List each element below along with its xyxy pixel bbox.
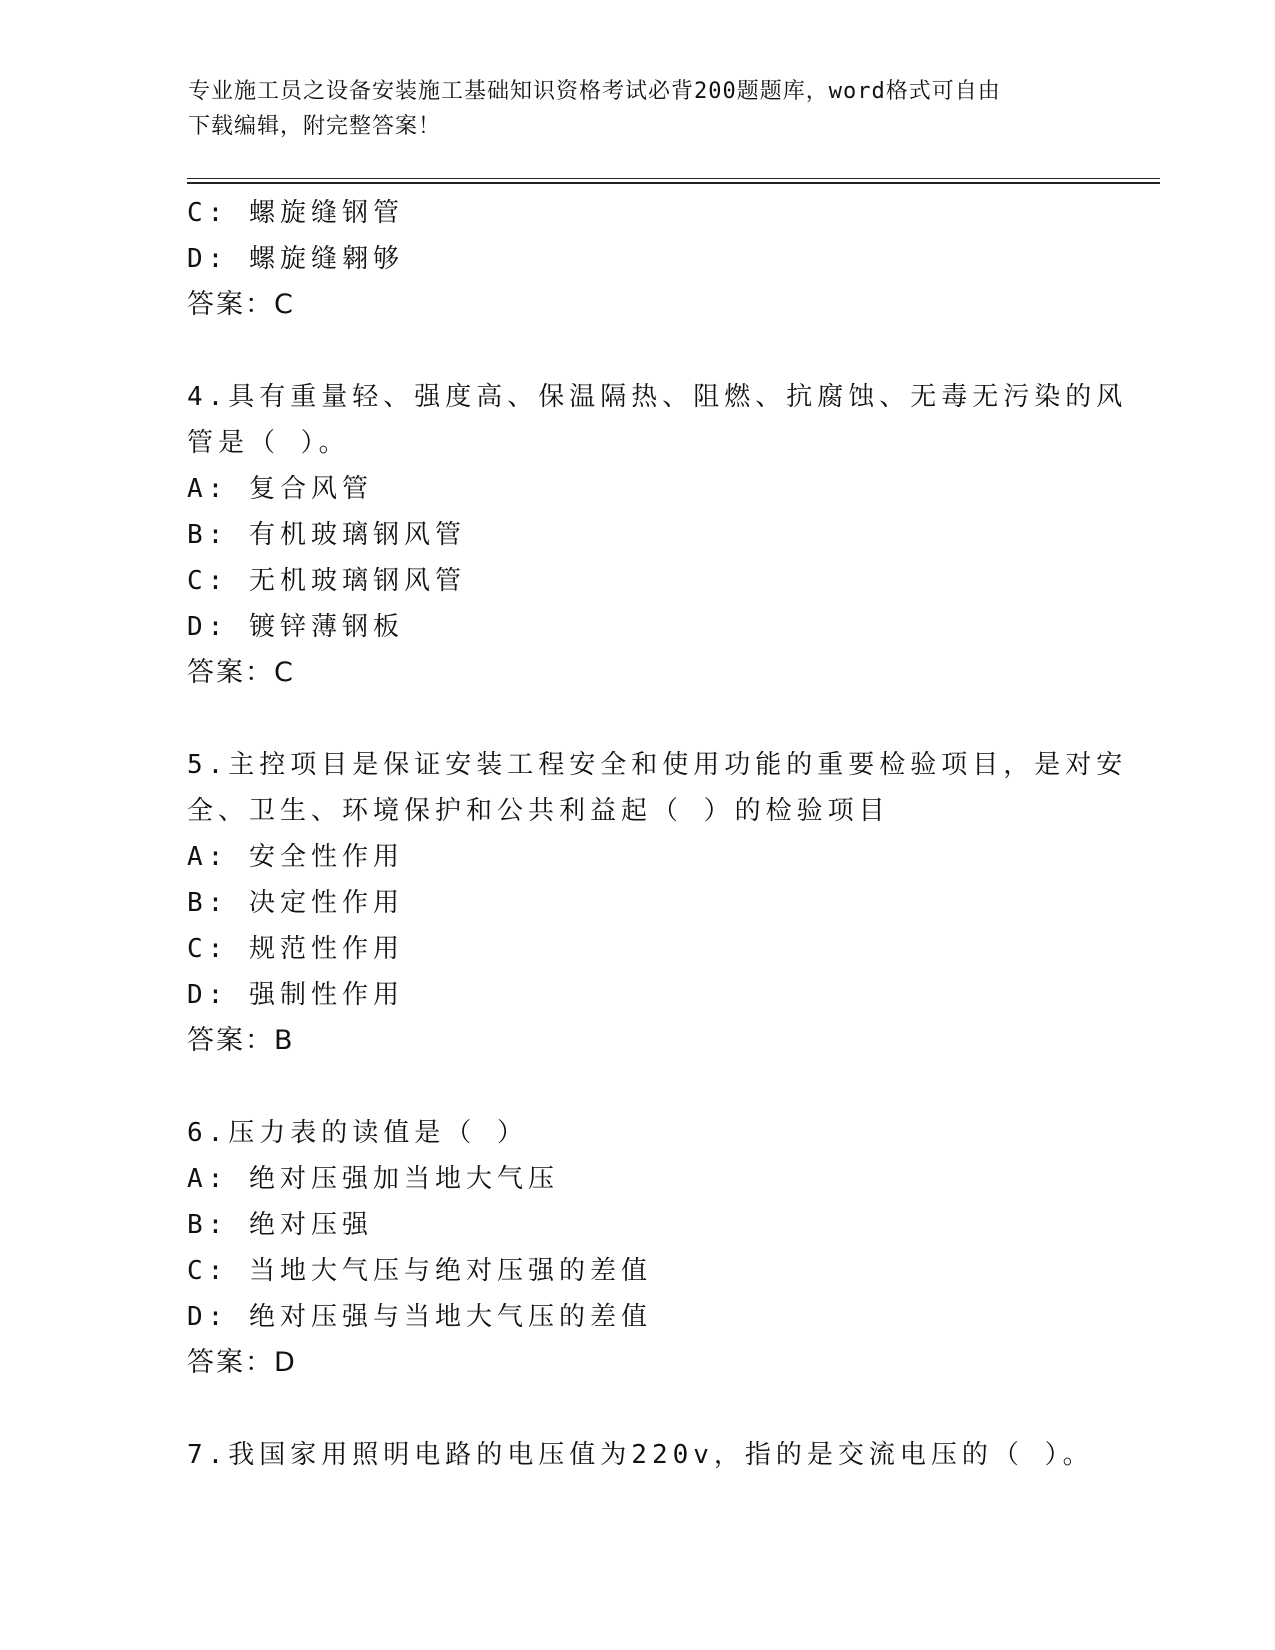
answer-label: 答案：C [187,289,295,320]
question-list [187,190,1128,1478]
option-c: C: 螺旋缝钢管 [187,198,404,228]
question-5 [187,742,1128,1064]
question-6 [187,1110,1087,1386]
option-c: C: 当地大气压与绝对压强的差值 [187,1256,652,1286]
option-b: B: 有机玻璃钢风管 [187,520,466,550]
header-title-line-2: 下载编辑，附完整答案！ [188,114,442,139]
option-d: D: 螺旋缝翱够 [187,244,404,274]
option-d: D: 绝对压强与当地大气压的差值 [187,1302,652,1332]
answer-label: 答案：B [187,1025,295,1056]
question-stem-line-2: 管是（ ）。 [187,428,350,458]
answer-label: 答案：C [187,657,295,688]
option-c: C: 无机玻璃钢风管 [187,566,466,596]
spacer [187,1064,1087,1110]
spacer [187,696,1087,742]
option-a: A: 绝对压强加当地大气压 [187,1164,559,1194]
header-divider-thick [187,182,1160,184]
option-c: C: 规范性作用 [187,934,404,964]
header-title-line-1: 专业施工员之设备安装施工基础知识资格考试必背200题题库，word格式可自由 [188,79,1001,104]
document-header [188,74,1088,144]
option-a: A: 安全性作用 [187,842,404,872]
option-b: B: 绝对压强 [187,1210,373,1240]
answer-label: 答案：D [187,1347,297,1378]
question-stem-line-2: 全、卫生、环境保护和公共利益起（ ）的检验项目 [187,796,890,826]
spacer [187,1386,1087,1432]
question-4 [187,374,1128,696]
question-stem-line-1: 5.主控项目是保证安装工程安全和使用功能的重要检验项目，是对安 [187,750,1128,780]
question-3 [187,190,1087,328]
question-stem-line-1: 6.压力表的读值是（ ） [187,1118,528,1148]
spacer [187,328,1087,374]
option-d: D: 强制性作用 [187,980,404,1010]
question-stem-line-1: 7.我国家用照明电路的电压值为220v，指的是交流电压的（ ）。 [187,1440,1094,1470]
option-b: B: 决定性作用 [187,888,404,918]
question-7 [187,1432,1094,1478]
option-a: A: 复合风管 [187,474,373,504]
header-divider-thin [187,178,1160,179]
option-d: D: 镀锌薄钢板 [187,612,404,642]
question-stem-line-1: 4.具有重量轻、强度高、保温隔热、阻燃、抗腐蚀、无毒无污染的风 [187,382,1128,412]
